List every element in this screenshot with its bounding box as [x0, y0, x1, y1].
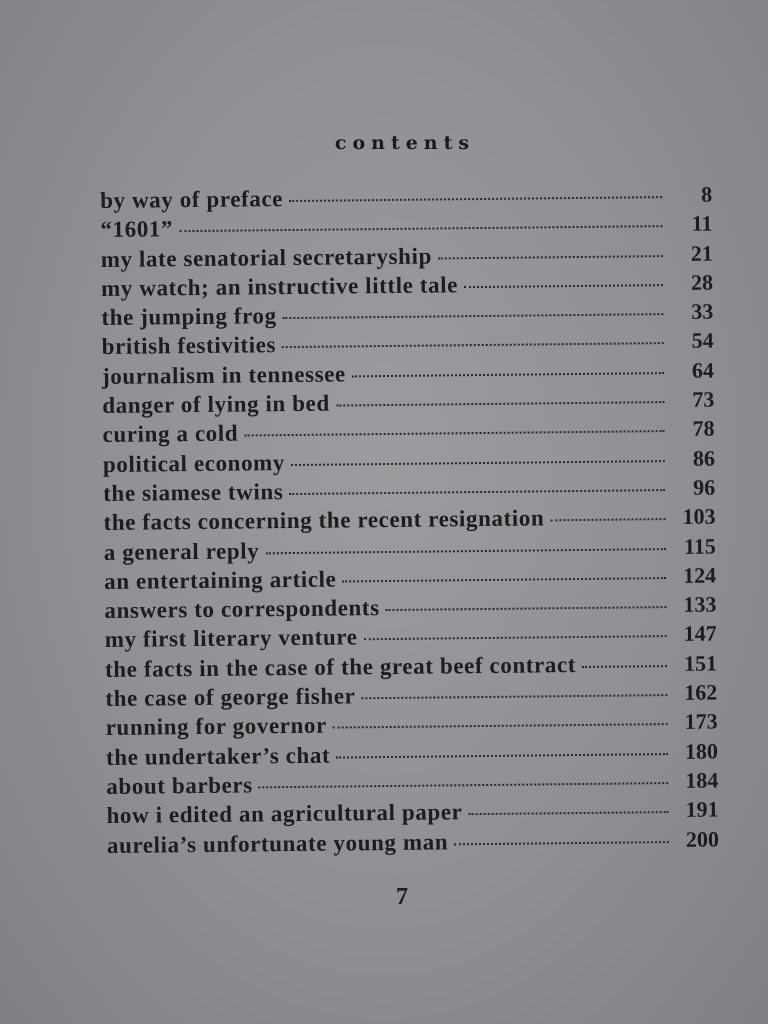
dot-leader — [454, 841, 669, 845]
dot-leader — [282, 343, 664, 349]
dot-leader — [352, 372, 664, 377]
dot-leader — [361, 694, 667, 699]
toc-entry-page: 151 — [683, 650, 718, 676]
toc-entry-page: 184 — [685, 767, 719, 793]
toc-entry-page: 191 — [685, 796, 719, 823]
dot-leader — [291, 460, 665, 466]
toc-entry-title: a general reply — [103, 537, 260, 565]
table-of-contents — [100, 180, 719, 860]
toc-entry-page: 64 — [691, 357, 715, 383]
dot-leader — [582, 665, 667, 668]
dot-leader — [289, 196, 662, 202]
dot-leader — [468, 811, 668, 815]
toc-entry-title: “1601” — [100, 216, 174, 243]
toc-entry-page: 173 — [684, 708, 718, 735]
toc-entry-title: my first literary venture — [104, 624, 358, 653]
toc-entry-title: the jumping frog — [101, 303, 277, 331]
toc-entry-title: british festivities — [101, 332, 277, 360]
toc-entry-title: the case of george fisher — [105, 683, 356, 712]
toc-entry-page: 11 — [691, 210, 713, 237]
toc-entry-title: journalism in tennessee — [101, 361, 346, 389]
toc-entry-title: aurelia’s unfortunate young man — [106, 828, 449, 858]
toc-entry-page: 124 — [682, 562, 717, 588]
toc-entry-page: 103 — [682, 503, 716, 530]
toc-entry-title: the facts concerning the recent resignation — [103, 505, 545, 536]
toc-entry-title: by way of preface — [100, 186, 284, 213]
dot-leader — [550, 518, 665, 521]
dot-leader — [342, 577, 666, 582]
toc-entry-title: how i edited an agricultural paper — [106, 799, 463, 829]
toc-entry-title: the siamese twins — [103, 479, 284, 506]
dot-leader — [438, 255, 663, 259]
toc-entry-title: curing a cold — [102, 420, 239, 448]
dot-leader — [336, 401, 665, 406]
toc-entry-page: 33 — [691, 298, 714, 325]
toc-entry-page: 162 — [684, 679, 718, 705]
dot-leader — [289, 489, 665, 495]
toc-entry-title: an entertaining article — [104, 566, 337, 594]
dot-leader — [179, 225, 662, 232]
toc-entry-page: 180 — [684, 738, 719, 764]
toc-entry-title: answers to correspondents — [104, 595, 380, 624]
toc-entry-title: political economy — [102, 449, 286, 477]
toc-entry-page: 78 — [692, 415, 715, 442]
toc-entry — [107, 824, 719, 860]
toc-entry-title: running for governor — [105, 712, 327, 741]
toc-entry-title: about barbers — [106, 772, 253, 799]
toc-entry-title: my late senatorial secretaryship — [100, 243, 433, 272]
dot-leader — [265, 548, 665, 554]
dot-leader — [244, 430, 664, 436]
dot-leader — [336, 753, 668, 758]
toc-entry-title: danger of lying in bed — [102, 390, 330, 419]
dot-leader — [259, 782, 669, 788]
contents-heading: contents — [334, 132, 476, 154]
dot-leader — [333, 723, 668, 729]
toc-entry-page: 86 — [692, 445, 716, 471]
dot-leader — [386, 606, 667, 611]
toc-entry-page: 28 — [690, 269, 714, 295]
toc-entry-page: 96 — [693, 474, 716, 500]
dot-leader — [364, 636, 667, 641]
toc-entry-page: 8 — [700, 181, 713, 207]
toc-entry-page: 73 — [692, 386, 715, 412]
dot-leader — [283, 313, 664, 319]
toc-entry-page: 147 — [683, 621, 717, 647]
toc-entry-page: 21 — [690, 240, 713, 266]
toc-entry-title: the facts in the case of the great beef contract — [104, 651, 577, 682]
toc-entry-title: the undertaker’s chat — [105, 742, 331, 770]
toc-entry-page: 133 — [683, 591, 717, 618]
toc-entry-page: 54 — [691, 328, 714, 354]
dot-leader — [464, 284, 663, 288]
toc-entry-page: 200 — [685, 826, 719, 852]
toc-entry-title: my watch; an instructive little tale — [100, 272, 459, 301]
page-number: 7 — [396, 884, 408, 910]
toc-entry-page: 115 — [683, 533, 716, 559]
